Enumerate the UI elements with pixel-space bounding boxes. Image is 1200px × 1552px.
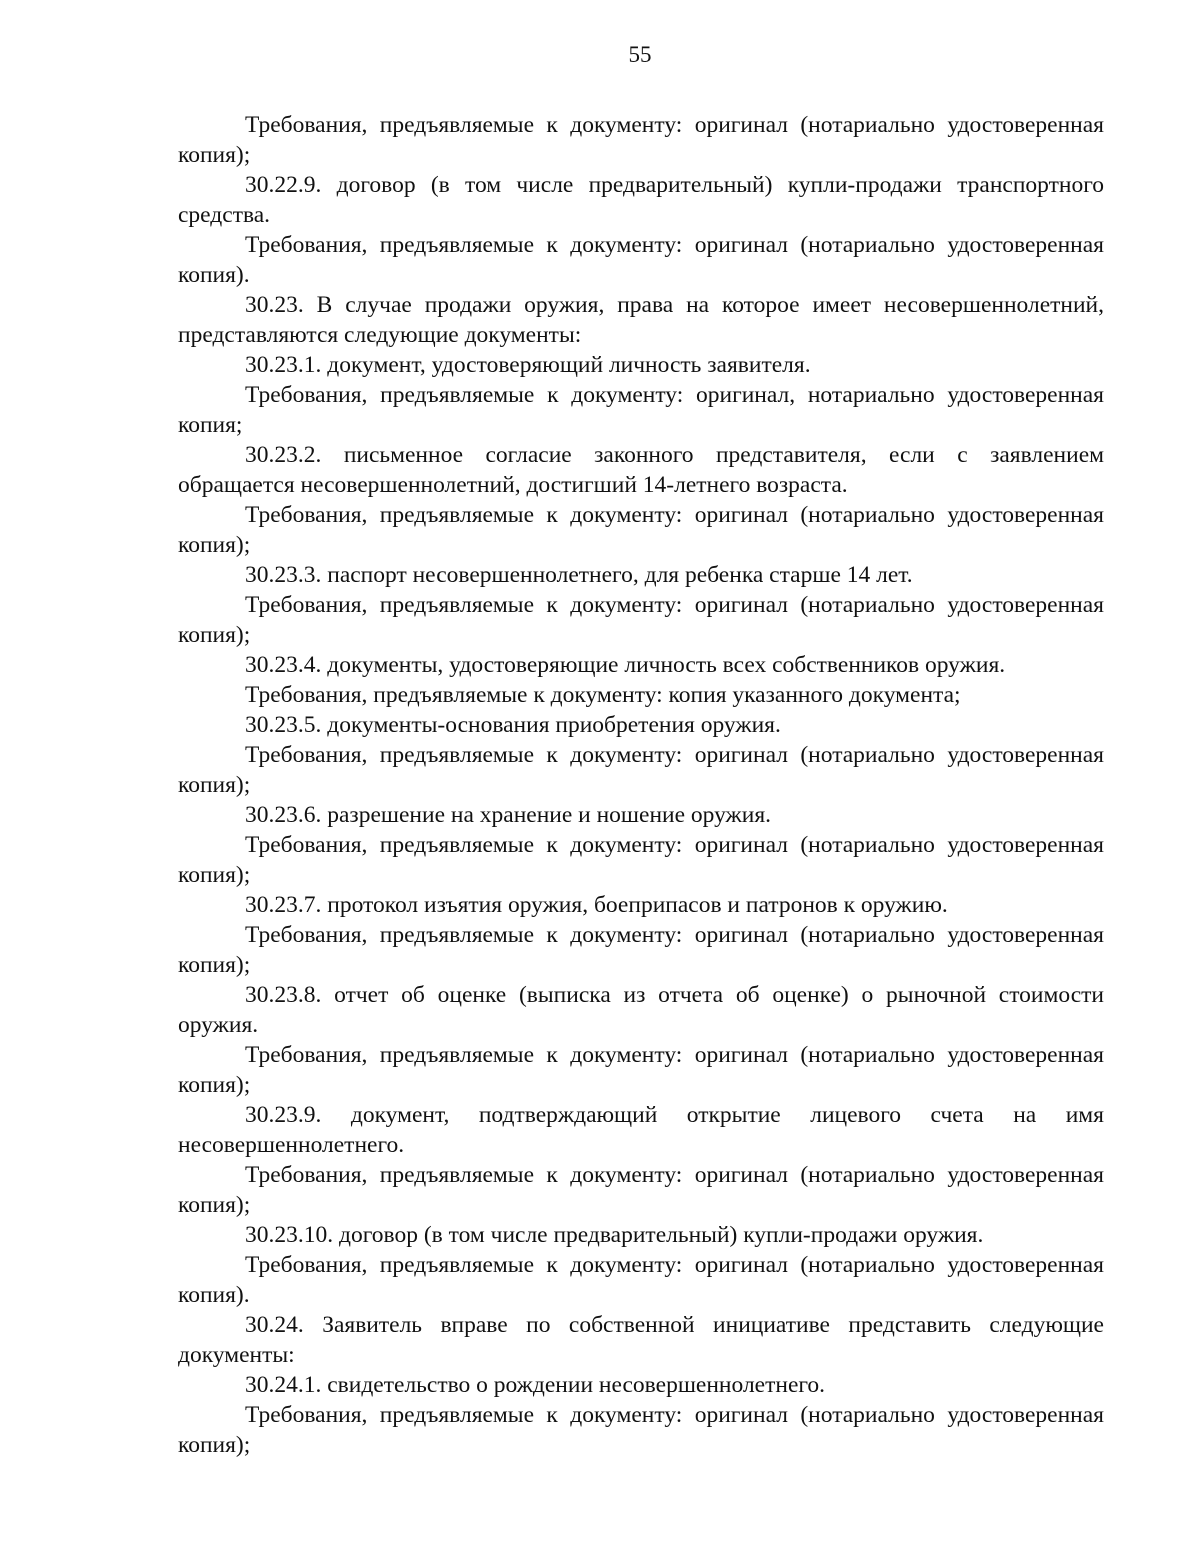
page-number: 55 bbox=[628, 42, 652, 67]
paragraph-30-23-4: 30.23.4. документы, удостоверяющие личность всех собственников оружия. bbox=[245, 652, 1006, 678]
paragraph-30-23-3: 30.23.3. паспорт несовершеннолетнего, для ребенка старше 14 лет. bbox=[245, 562, 913, 588]
paragraph-requirements: Требования, предъявляемые к документу: оригинал (нотариально удостоверенная копия); bbox=[178, 1042, 1104, 1098]
paragraph-30-23-5: 30.23.5. документы-основания приобретения оружия. bbox=[245, 712, 781, 738]
paragraph-30-23: 30.23. В случае продажи оружия, права на которое имеет несовершеннолетний, представляются следующие документы: bbox=[178, 292, 1104, 348]
paragraph-30-24: 30.24. Заявитель вправе по собственной инициативе представить следующие документы: bbox=[178, 1312, 1104, 1368]
paragraph-requirements: Требования, предъявляемые к документу: оригинал (нотариально удостоверенная копия); bbox=[178, 832, 1104, 888]
paragraph-requirements: Требования, предъявляемые к документу: оригинал, нотариально удостоверенная копия; bbox=[178, 382, 1104, 438]
paragraph-requirements: Требования, предъявляемые к документу: оригинал (нотариально удостоверенная копия); bbox=[178, 922, 1104, 978]
paragraph-requirements: Требования, предъявляемые к документу: оригинал (нотариально удостоверенная копия); bbox=[178, 1402, 1104, 1458]
paragraph-30-22-9: 30.22.9. договор (в том числе предварительный) купли-продажи транспортного средства. bbox=[178, 172, 1104, 228]
paragraph-requirements: Требования, предъявляемые к документу: оригинал (нотариально удостоверенная копия); bbox=[178, 592, 1104, 648]
paragraph-requirements: Требования, предъявляемые к документу: оригинал (нотариально удостоверенная копия). bbox=[178, 232, 1104, 288]
paragraph-30-23-9: 30.23.9. документ, подтверждающий открытие лицевого счета на имя несовершеннолетнего. bbox=[178, 1102, 1104, 1158]
paragraph-requirements: Требования, предъявляемые к документу: оригинал (нотариально удостоверенная копия); bbox=[178, 742, 1104, 798]
paragraph-30-23-6: 30.23.6. разрешение на хранение и ношение оружия. bbox=[245, 802, 772, 828]
paragraph-30-23-8: 30.23.8. отчет об оценке (выписка из отчета об оценке) о рыночной стоимости оружия. bbox=[178, 982, 1104, 1038]
paragraph-requirements: Требования, предъявляемые к документу: оригинал (нотариально удостоверенная копия); bbox=[178, 1162, 1104, 1218]
document-body bbox=[178, 110, 1104, 1460]
paragraph-requirements: Требования, предъявляемые к документу: оригинал (нотариально удостоверенная копия); bbox=[178, 112, 1104, 168]
paragraph-requirements: Требования, предъявляемые к документу: оригинал (нотариально удостоверенная копия). bbox=[178, 1252, 1104, 1308]
paragraph-30-23-10: 30.23.10. договор (в том числе предварительный) купли-продажи оружия. bbox=[245, 1222, 984, 1248]
paragraph-30-23-1: 30.23.1. документ, удостоверяющий личность заявителя. bbox=[245, 352, 811, 378]
paragraph-30-24-1: 30.24.1. свидетельство о рождении несовершеннолетнего. bbox=[245, 1372, 826, 1398]
paragraph-requirements: Требования, предъявляемые к документу: оригинал (нотариально удостоверенная копия); bbox=[178, 502, 1104, 558]
paragraph-30-23-2: 30.23.2. письменное согласие законного представителя, если с заявлением обращается несовершеннолетний, достигший 14-летнего возраста. bbox=[178, 442, 1104, 498]
paragraph-30-23-7: 30.23.7. протокол изъятия оружия, боеприпасов и патронов к оружию. bbox=[245, 892, 948, 918]
paragraph-requirements: Требования, предъявляемые к документу: копия указанного документа; bbox=[245, 682, 961, 708]
